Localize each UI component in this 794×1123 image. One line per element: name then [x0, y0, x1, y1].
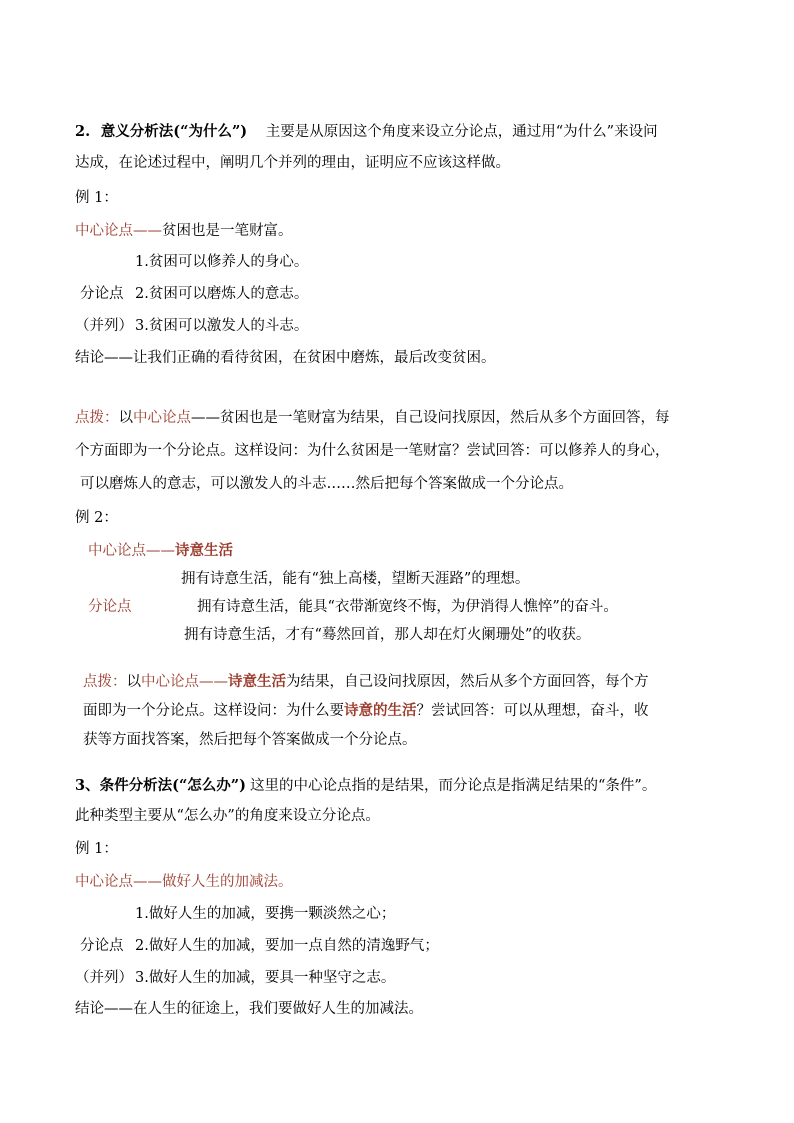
center-thesis: [88, 541, 233, 561]
section3-title: 3、条件分析法(“怎么办”): [75, 777, 246, 794]
tip-center: 中心论点——: [141, 674, 228, 690]
tip-line-2a: 面即为一个分论点。这样设问：为什么要: [83, 703, 344, 719]
center-thesis: [75, 221, 293, 241]
section2-number: 2.: [75, 123, 91, 140]
section2-intro: 主要是从原因这个角度来设立分论点，通过用“为什么”来设问: [265, 124, 658, 140]
tip-line-2: [83, 701, 649, 721]
example-label: 例 1：: [75, 190, 118, 206]
tip-line-1: [83, 672, 649, 692]
sub-point-2: 2.贫困可以磨炼人的意志。: [135, 286, 309, 302]
center-thesis-label: 中心论点——: [75, 874, 162, 890]
sub-point-2: 2.做好人生的加减，要加一点自然的清逸野气；: [135, 938, 439, 954]
sub-point-1: 1.做好人生的加减，要携一颗淡然之心；: [135, 906, 396, 922]
center-thesis-text: 贫困也是一笔财富。: [162, 223, 293, 239]
tip-rest: 为结果，自己设问找原因，然后从多个方面回答，每个方: [286, 674, 649, 690]
tip-prefix: 以: [126, 674, 141, 690]
tip-center: 中心论点: [133, 410, 191, 426]
center-thesis-label: 中心论点: [75, 223, 133, 239]
parallel-label: （并列）: [75, 970, 133, 986]
center-thesis-dash: ——: [133, 223, 162, 239]
center-thesis-label: 中心论点——: [88, 543, 175, 559]
section3-intro-line2: 此种类型主要从“怎么办”的角度来设立分论点。: [75, 808, 380, 824]
tip-prefix: 以: [118, 410, 133, 426]
tip-line-1: [75, 408, 670, 428]
sub-point-3: 3.贫困可以激发人的斗志。: [135, 318, 309, 334]
tip-rest: ——贫困也是一笔财富为结果，自己设问找原因，然后从多个方面回答，每: [191, 410, 670, 426]
tip-label: 点拨：: [83, 674, 127, 690]
conclusion: 结论——在人生的征途上，我们要做好人生的加减法。: [75, 1001, 423, 1017]
sub-point-3: 拥有诗意生活，才有“蓦然回首，那人却在灯火阑珊处”的收获。: [184, 627, 591, 643]
section2-intro-line2: 达成，在论述过程中，阐明几个并列的理由，证明应不应该这样做。: [75, 155, 510, 171]
sub-points-label: 分论点: [80, 286, 124, 302]
sub-points-label: 分论点: [88, 599, 132, 615]
tip-line-3: 获等方面找答案，然后把每个答案做成一个分论点。: [83, 732, 417, 748]
tip-highlight: 诗意的生活: [344, 702, 417, 719]
center-thesis-text: 诗意生活: [175, 542, 233, 559]
tip-line-3: 可以磨炼人的意志，可以激发人的斗志……然后把每个答案做成一个分论点。: [80, 476, 573, 492]
sub-point-3: 3.做好人生的加减，要具一种坚守之志。: [135, 970, 396, 986]
sub-point-1: 拥有诗意生活，能有“独上高楼，望断天涯路”的理想。: [181, 571, 530, 587]
section2-title: 意义分析法(“为什么”): [100, 123, 248, 140]
section2-heading: [75, 122, 658, 142]
example-label: 例 2：: [75, 510, 118, 526]
section3-intro: 这里的中心论点指的是结果，而分论点是指满足结果的“条件”。: [250, 778, 657, 794]
tip-center-bold: 诗意生活: [228, 673, 286, 690]
sub-point-1: 1.贫困可以修养人的身心。: [135, 254, 309, 270]
sub-point-2: 拥有诗意生活，能具“衣带渐宽终不悔，为伊消得人憔悴”的奋斗。: [197, 599, 618, 615]
sub-points-label: 分论点: [80, 938, 124, 954]
tip-label: 点拨：: [75, 410, 119, 426]
parallel-label: （并列）: [75, 318, 133, 334]
conclusion: 结论——让我们正确的看待贫困，在贫困中磨炼，最后改变贫困。: [75, 350, 496, 366]
example-label: 例 1：: [75, 841, 118, 857]
section3-heading: [75, 776, 656, 796]
center-thesis-text: 做好人生的加减法。: [162, 874, 293, 890]
center-thesis: [75, 872, 293, 892]
tip-line-2c: ？尝试回答：可以从理想，奋斗，收: [416, 703, 649, 719]
tip-line-2: 个方面即为一个分论点。这样设问：为什么贫困是一笔财富？尝试回答：可以修养人的身心，: [75, 443, 670, 459]
